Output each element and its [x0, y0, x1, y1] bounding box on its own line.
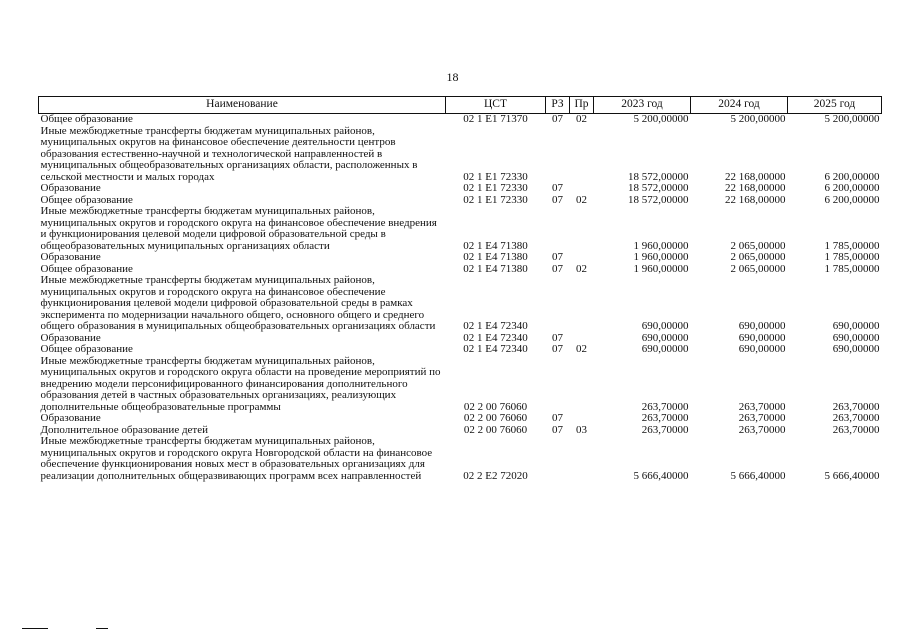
value-2024-cell: 690,00000 — [738, 343, 786, 355]
cst-cell: 02 2 00 76060 — [463, 423, 528, 436]
name-cell: Образование — [40, 412, 101, 424]
value-2025-cell: 263,70000 — [832, 423, 880, 436]
pr-cell — [570, 413, 594, 425]
value-2025-cell: 263,70000 — [832, 400, 880, 413]
name-cell: Иные межбюджетные трансферты бюджетам муниципальных районов, муниципальных округов на финансовое обеспечение деятельности центров образования естественно-научной и технологической направленностей в муниципальных общеобразовательных организациях области, расположенных в сельской местности и малых городах — [40, 124, 418, 183]
table-row — [39, 356, 882, 414]
name-cell: Образование — [40, 182, 101, 194]
table-row — [39, 275, 882, 333]
value-2024-cell: 22 168,00000 — [725, 170, 786, 183]
column-header-cst: ЦСТ — [446, 97, 546, 114]
name-cell: Дополнительное образование детей — [40, 423, 209, 436]
name-cell: Общее образование — [40, 193, 133, 206]
budget-table — [38, 96, 882, 482]
table-row — [39, 436, 882, 482]
value-2023-cell: 1 960,00000 — [633, 251, 689, 263]
value-2025-cell: 263,70000 — [832, 412, 880, 424]
value-2024-cell: 22 168,00000 — [725, 193, 786, 206]
name-cell: Иные межбюджетные трансферты бюджетам муниципальных районов, муниципальных округов и городского округа Новгородской области на финансовое обеспечение функционирования новых мест в образовательных организациях для реализации дополнительных общеразвивающих программ всех направленностей — [40, 435, 433, 482]
cst-cell: 02 2 00 76060 — [463, 400, 528, 413]
pr-cell: 02 — [576, 113, 587, 125]
name-cell: Образование — [40, 251, 101, 263]
column-header-pr: Пр — [570, 97, 594, 114]
cst-cell: 02 1 E1 72330 — [463, 193, 528, 206]
name-cell: Образование — [40, 331, 101, 344]
table-row — [39, 344, 882, 356]
cst-cell: 02 1 E1 71370 — [463, 113, 528, 125]
pr-cell: 02 — [576, 193, 587, 206]
value-2025-cell: 6 200,00000 — [824, 193, 880, 206]
value-2025-cell: 6 200,00000 — [824, 170, 880, 183]
pr-cell — [570, 183, 594, 195]
pr-cell — [570, 206, 594, 252]
value-2023-cell: 263,70000 — [641, 412, 689, 424]
table-row — [39, 114, 882, 126]
value-2024-cell: 263,70000 — [738, 412, 786, 424]
column-header-name: Наименование — [39, 97, 446, 114]
value-2024-cell: 5 666,40000 — [730, 469, 786, 482]
rz-cell: 07 — [552, 331, 563, 344]
value-2024-cell: 2 065,00000 — [730, 262, 786, 275]
value-2024-cell: 5 200,00000 — [730, 113, 786, 125]
value-2024-cell: 263,70000 — [738, 423, 786, 436]
table-row — [39, 252, 882, 264]
cst-cell: 02 1 E1 72330 — [463, 182, 528, 194]
name-cell: Общее образование — [40, 343, 133, 355]
pr-cell — [570, 126, 594, 184]
rz-cell: 07 — [552, 113, 563, 125]
rz-cell — [546, 436, 570, 482]
name-cell: Иные межбюджетные трансферты бюджетам муниципальных районов, муниципальных округов и городского округа области на проведение мероприятий по внедрению модели персонифицированного финансирования дополнительного образования детей в частных образовательных организациях, реализующих дополнительные общеобразовательные программы — [40, 354, 441, 413]
value-2025-cell: 5 666,40000 — [824, 469, 880, 482]
cst-cell: 02 1 E4 71380 — [463, 251, 528, 263]
value-2025-cell: 1 785,00000 — [824, 239, 880, 252]
column-header-2023: 2023 год — [594, 97, 691, 114]
value-2023-cell: 18 572,00000 — [628, 193, 689, 206]
name-cell: Общее образование — [40, 113, 133, 125]
value-2023-cell: 263,70000 — [641, 423, 689, 436]
cst-cell: 02 1 E4 72340 — [463, 343, 528, 355]
rz-cell — [546, 126, 570, 184]
cst-cell: 02 1 E4 72340 — [463, 331, 528, 344]
value-2023-cell: 5 666,40000 — [633, 469, 689, 482]
column-header-rz: РЗ — [546, 97, 570, 114]
rz-cell: 07 — [552, 251, 563, 263]
rz-cell: 07 — [552, 423, 563, 436]
cst-cell: 02 2 00 76060 — [463, 412, 528, 424]
value-2024-cell: 2 065,00000 — [730, 239, 786, 252]
pr-cell — [570, 275, 594, 333]
value-2024-cell: 690,00000 — [738, 320, 786, 332]
pr-cell: 02 — [576, 262, 587, 275]
rz-cell: 07 — [552, 262, 563, 275]
table-row — [39, 126, 882, 184]
value-2023-cell: 5 200,00000 — [633, 113, 689, 125]
pr-cell — [570, 252, 594, 264]
rz-cell: 07 — [552, 412, 563, 424]
table-header-row — [39, 97, 882, 114]
table-row — [39, 206, 882, 252]
name-cell: Иные межбюджетные трансферты бюджетам муниципальных районов, муниципальных округов и городского округа на финансовое обеспечение функционирования целевой модели цифровой образовательной среды в рамках эксперимента по модернизации начального общего, основного общего и среднего общего образования в муниципальных общеобразовательных организациях области — [40, 274, 436, 332]
cst-cell: 02 2 E2 72020 — [463, 469, 528, 482]
value-2023-cell: 690,00000 — [641, 331, 689, 344]
rz-cell: 07 — [552, 193, 563, 206]
rz-cell: 07 — [552, 182, 563, 194]
cst-cell: 02 1 E4 71380 — [463, 239, 528, 252]
table-body — [39, 114, 882, 483]
value-2023-cell: 1 960,00000 — [633, 262, 689, 275]
value-2025-cell: 690,00000 — [832, 343, 880, 355]
value-2023-cell: 18 572,00000 — [628, 182, 689, 194]
rz-cell — [546, 275, 570, 333]
value-2023-cell: 690,00000 — [641, 343, 689, 355]
value-2024-cell: 263,70000 — [738, 400, 786, 413]
value-2025-cell: 690,00000 — [832, 331, 880, 344]
name-cell: Иные межбюджетные трансферты бюджетам муниципальных районов, муниципальных округов и городского округа на финансовое обеспечение внедрения и функционирования целевой модели цифровой образовательной среды в общеобразовательных муниципальных организациях области — [40, 205, 437, 252]
value-2024-cell: 2 065,00000 — [730, 251, 786, 263]
cst-cell: 02 1 E4 72340 — [463, 320, 528, 332]
rz-cell: 07 — [552, 343, 563, 355]
table-row — [39, 183, 882, 195]
value-2023-cell: 1 960,00000 — [633, 239, 689, 252]
footer-rule-right — [96, 628, 108, 629]
pr-cell: 03 — [576, 423, 587, 436]
value-2025-cell: 690,00000 — [832, 320, 880, 332]
value-2025-cell: 5 200,00000 — [824, 113, 880, 125]
value-2024-cell: 22 168,00000 — [725, 182, 786, 194]
value-2025-cell: 1 785,00000 — [824, 251, 880, 263]
value-2025-cell: 6 200,00000 — [824, 182, 880, 194]
footer-rule-left — [22, 628, 48, 629]
table-row — [39, 413, 882, 425]
cst-cell: 02 1 E1 72330 — [463, 170, 528, 183]
pr-cell: 02 — [576, 343, 587, 355]
value-2023-cell: 263,70000 — [641, 400, 689, 413]
value-2024-cell: 690,00000 — [738, 331, 786, 344]
pr-cell — [570, 356, 594, 414]
value-2023-cell: 690,00000 — [641, 320, 689, 332]
pr-cell — [570, 436, 594, 482]
column-header-2025: 2025 год — [788, 97, 882, 114]
rz-cell — [546, 206, 570, 252]
rz-cell — [546, 356, 570, 414]
name-cell: Общее образование — [40, 262, 133, 275]
cst-cell: 02 1 E4 71380 — [463, 262, 528, 275]
column-header-2024: 2024 год — [691, 97, 788, 114]
value-2025-cell: 1 785,00000 — [824, 262, 880, 275]
value-2023-cell: 18 572,00000 — [628, 170, 689, 183]
page-number: 18 — [446, 70, 459, 84]
